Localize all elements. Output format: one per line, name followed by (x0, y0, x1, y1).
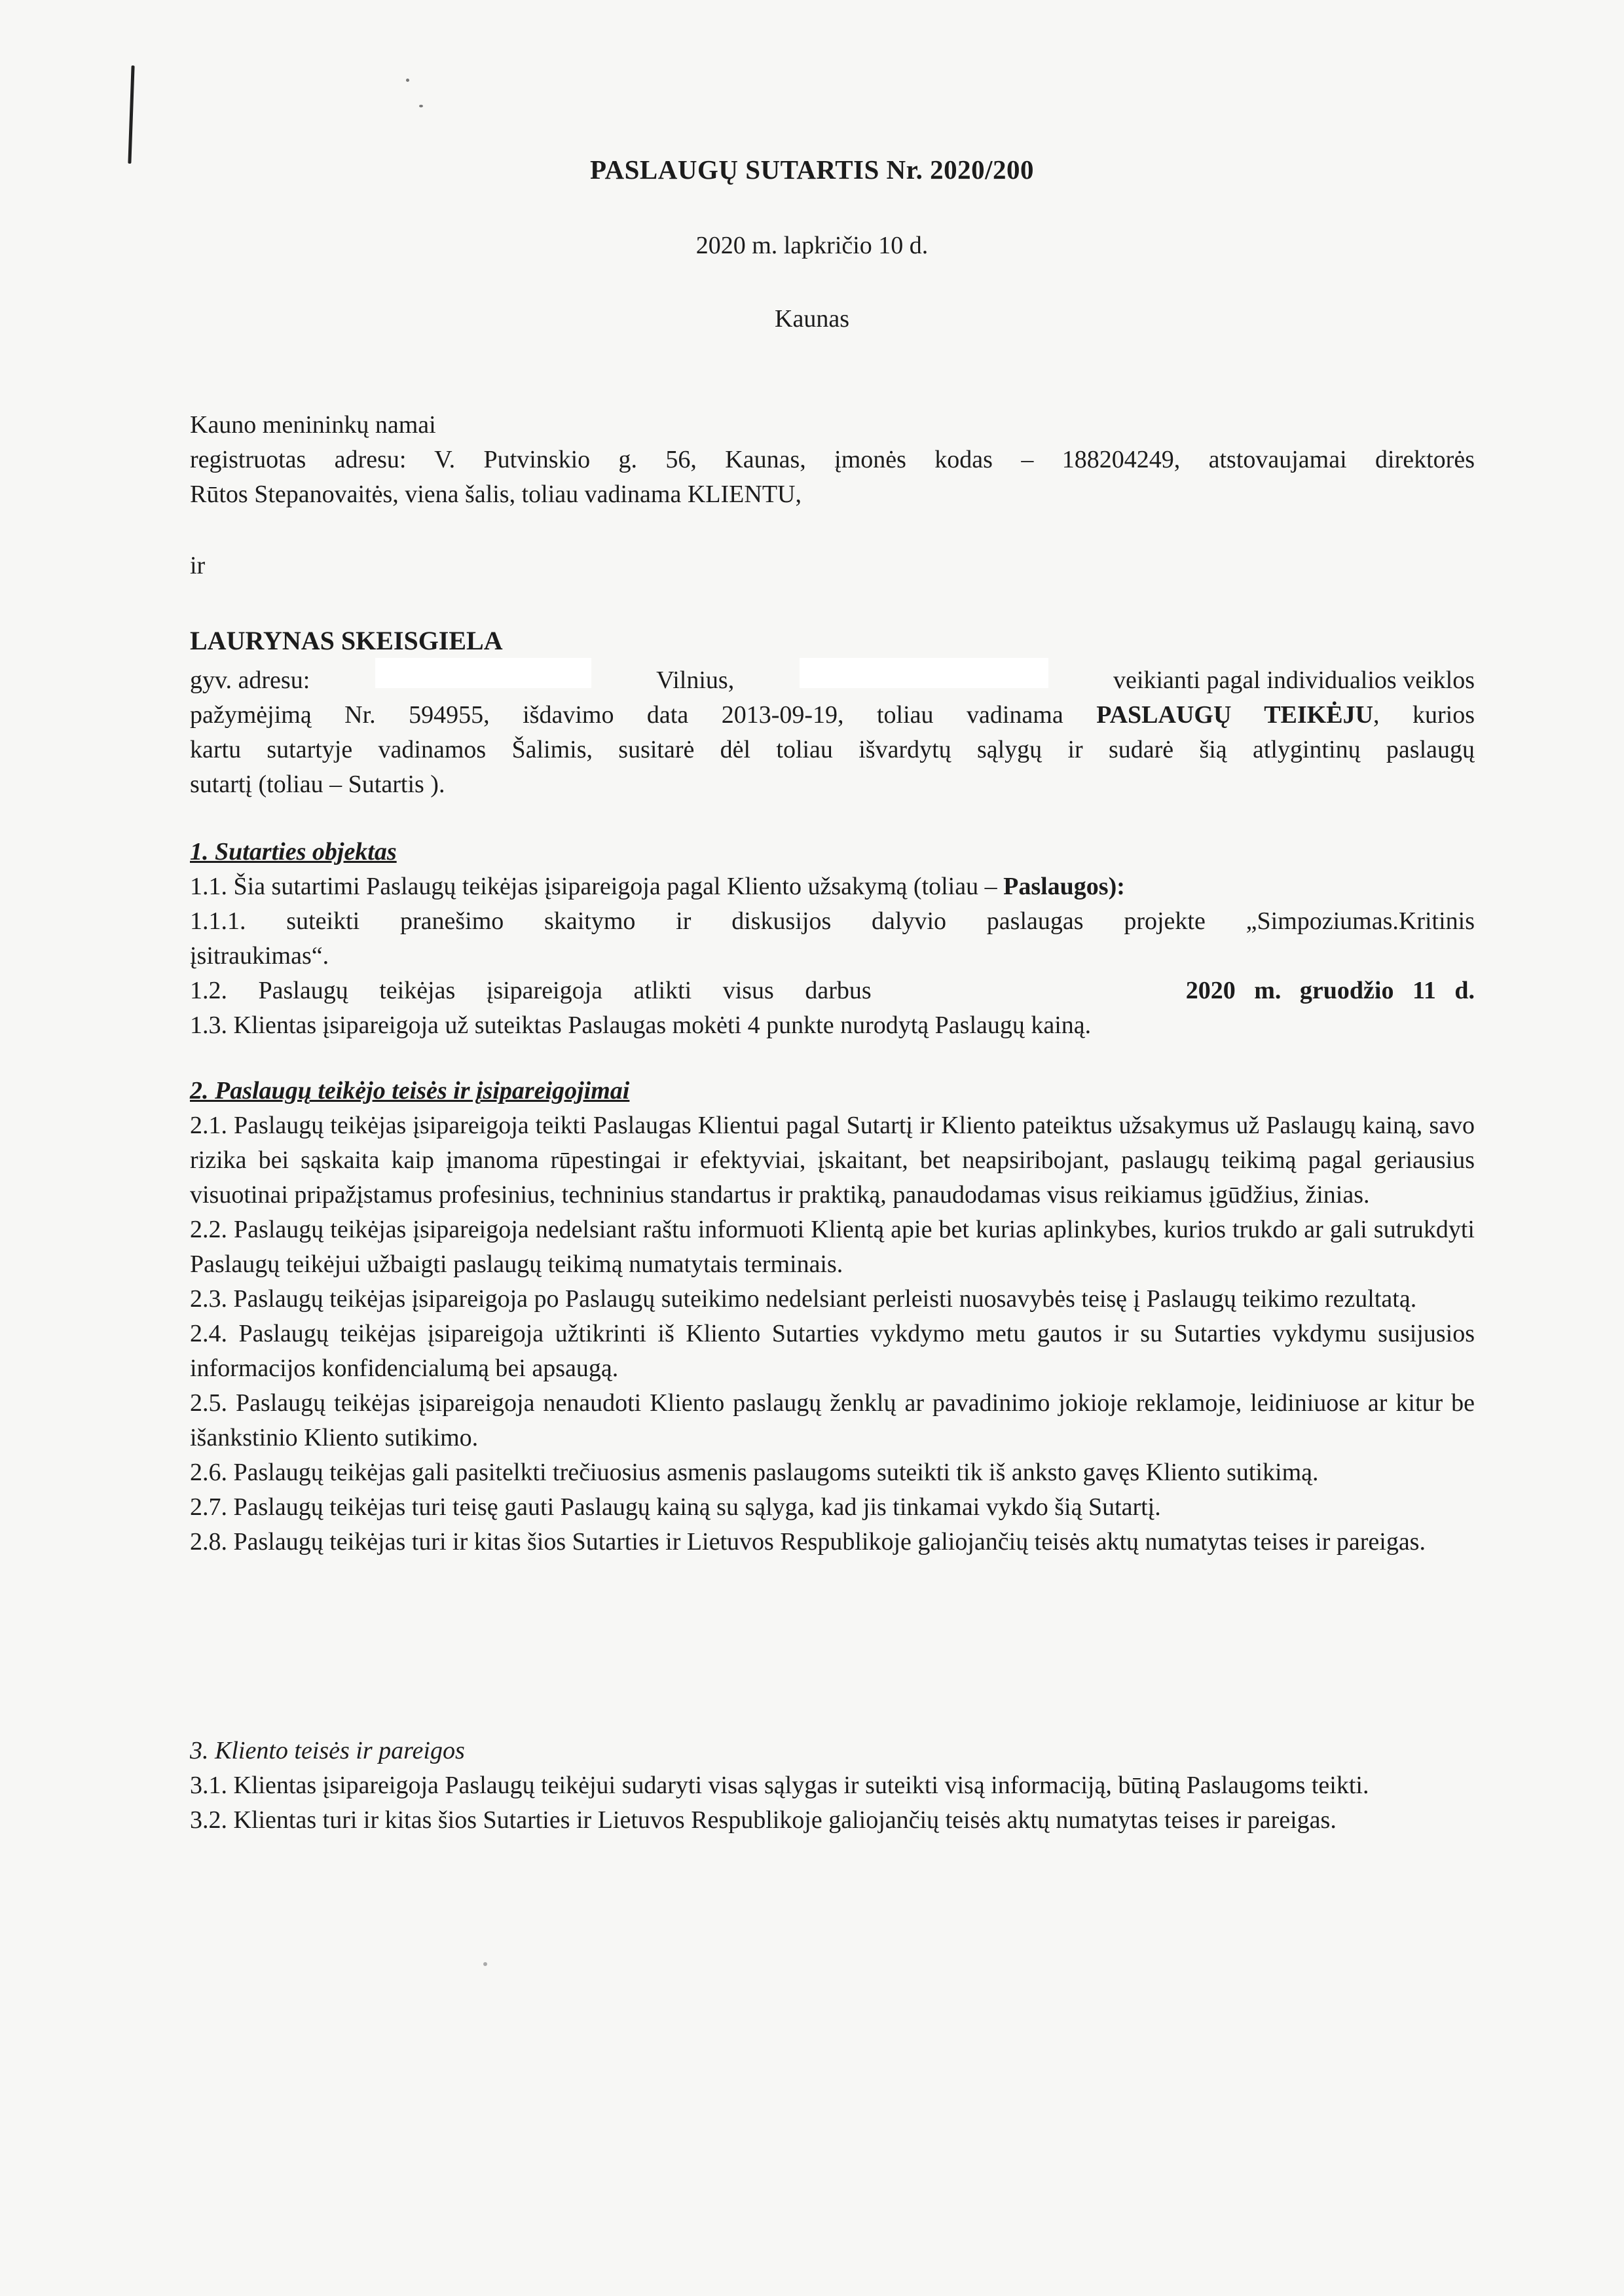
address-city: Vilnius, (656, 666, 735, 694)
clause-2-8: 2.8. Paslaugų teikėjas turi ir kitas šios Sutarties ir Lietuvos Respublikoje galiojančių teisės aktų numatytas teises ir pareigas. (190, 1528, 1426, 1556)
clause-1-2-deadline: 2020 m. gruodžio 11 d. (1185, 977, 1475, 1004)
client-description-line1: registruotas adresu: V. Putvinskio g. 56, Kaunas, įmonės kodas – 188204249, atstovaujamai direktorės (190, 446, 1475, 473)
section-2-heading (190, 1074, 1475, 1108)
provider-name: LAURYNAS SKEISGIELA (190, 626, 503, 655)
scan-speck (483, 1962, 487, 1966)
conjunction: ir (190, 552, 206, 579)
clause-3-1: 3.1. Klientas įsipareigoja Paslaugų teikėjui sudaryti visas sąlygas ir suteikti visą informaciją, būtiną Paslaugoms teikti. (190, 1772, 1369, 1799)
section-2 (190, 1074, 1475, 1559)
clause-1-3: 1.3. Klientas įsipareigoja už suteiktas Paslaugas mokėti 4 punkte nurodytą Paslaugų kainą. (190, 1011, 1092, 1039)
redacted-street (375, 658, 591, 688)
provider-role: PASLAUGŲ TEIKĖJU (1096, 701, 1374, 729)
clause-1-2 (190, 974, 1475, 1008)
section-3 (190, 1734, 1475, 1838)
scan-speck (406, 79, 409, 82)
clause-1-2-text: 1.2. Paslaugų teikėjas įsipareigoja atlikti visus darbus (190, 977, 872, 1004)
address-label: gyv. adresu: (190, 666, 310, 694)
clause-2-5: 2.5. Paslaugų teikėjas įsipareigoja nenaudoti Kliento paslaugų ženklų ar pavadinimo jokioje reklamoje, leidiniuose ar kitur be išankstinio Kliento sutikimo. (190, 1389, 1475, 1451)
client-party (190, 408, 1475, 512)
address-tail: veikianti pagal individualios veiklos (1113, 666, 1475, 694)
clause-3-2: 3.2. Klientas turi ir kitas šios Sutarties ir Lietuvos Respublikoje galiojančių teisės aktų numatytas teises ir pareigas. (190, 1806, 1337, 1834)
section-3-heading: 3. Kliento teisės ir pareigos (190, 1737, 465, 1764)
clause-1-1-text: 1.1. Šia sutartimi Paslaugų teikėjas įsipareigoja pagal Kliento užsakymą (toliau – (190, 873, 1004, 900)
clause-2-1: 2.1. Paslaugų teikėjas įsipareigoja teikti Paslaugas Klientui pagal Sutartį ir Kliento pateiktus užsakymus už Paslaugų kainą, savo rizika bei sąskaita kaip įmanoma rūpestingai ir efektyviai, įskaitant, bet neapsiribojant, paslaugų teikimą pagal geriausius visuotinai pripažįstamus profesinius, techninius standartus ir praktiką, panaudodamas visus reikiamus įgūdžius, žinias. (190, 1112, 1475, 1209)
clause-2-6: 2.6. Paslaugų teikėjas gali pasitelkti trečiuosius asmenis paslaugoms suteikti tik iš anksto gavęs Kliento sutikimą. (190, 1459, 1319, 1486)
provider-line2-tail: , kurios (1373, 701, 1475, 729)
provider-line3: kartu sutartyje vadinamos Šalimis, susitarė dėl toliau išvardytų sąlygų ir sudarė šią atlygintinų paslaugų (190, 736, 1475, 763)
section-1-heading-text: 1. Sutarties objektas (190, 838, 397, 866)
clause-1-1-1-line2: įsitraukimas“. (190, 942, 329, 970)
pen-mark (128, 65, 134, 164)
document-title: PASLAUGŲ SUTARTIS Nr. 2020/200 (589, 155, 1034, 185)
document-date: 2020 m. lapkričio 10 d. (695, 232, 929, 259)
provider-address-line (190, 658, 1475, 698)
section-1 (190, 835, 1475, 1043)
provider-line4: sutartį (toliau – Sutartis ). (190, 771, 445, 798)
clause-2-4: 2.4. Paslaugų teikėjas įsipareigoja užtikrinti iš Kliento Sutarties vykdymo metu gautos ir su Sutarties vykdymu susijusios informacijos konfidencialumą bei apsaugą. (190, 1320, 1475, 1382)
section-1-heading (190, 835, 1475, 869)
clause-2-3: 2.3. Paslaugų teikėjas įsipareigoja po Paslaugų suteikimo nedelsiant perleisti nuosavybės teisę į Paslaugų teikimo rezultatą. (190, 1285, 1417, 1313)
section-2-heading-text: 2. Paslaugų teikėjo teisės ir įsipareigojimai (190, 1077, 630, 1104)
clause-2-2: 2.2. Paslaugų teikėjas įsipareigoja nedelsiant raštu informuoti Klientą apie bet kurias aplinkybes, kurios trukdo ar gali sutrukdyti Paslaugų teikėjui užbaigti paslaugų teikimą numatytais terminais. (190, 1216, 1475, 1278)
scan-speck (419, 105, 423, 107)
provider-party (190, 623, 1475, 802)
clause-1-1-term: Paslaugos): (1003, 873, 1125, 900)
client-name: Kauno menininkų namai (190, 411, 436, 439)
clause-1-1-1-line1: 1.1.1. suteikti pranešimo skaitymo ir diskusijos dalyvio paslaugas projekte „Simpoziumas.Kritinis (190, 907, 1475, 935)
provider-line2 (190, 698, 1475, 733)
clause-2-7: 2.7. Paslaugų teikėjas turi teisę gauti Paslaugų kainą su sąlyga, kad jis tinkamai vykdo šią Sutartį. (190, 1493, 1161, 1521)
redacted-address (800, 658, 1048, 688)
provider-line2-text: pažymėjimą Nr. 594955, išdavimo data 2013-09-19, toliau vadinama (190, 701, 1097, 729)
clause-1-1 (190, 869, 1475, 904)
document-city: Kaunas (775, 305, 849, 333)
client-description-line2: Rūtos Stepanovaitės, viena šalis, toliau vadinama KLIENTU, (190, 481, 802, 508)
